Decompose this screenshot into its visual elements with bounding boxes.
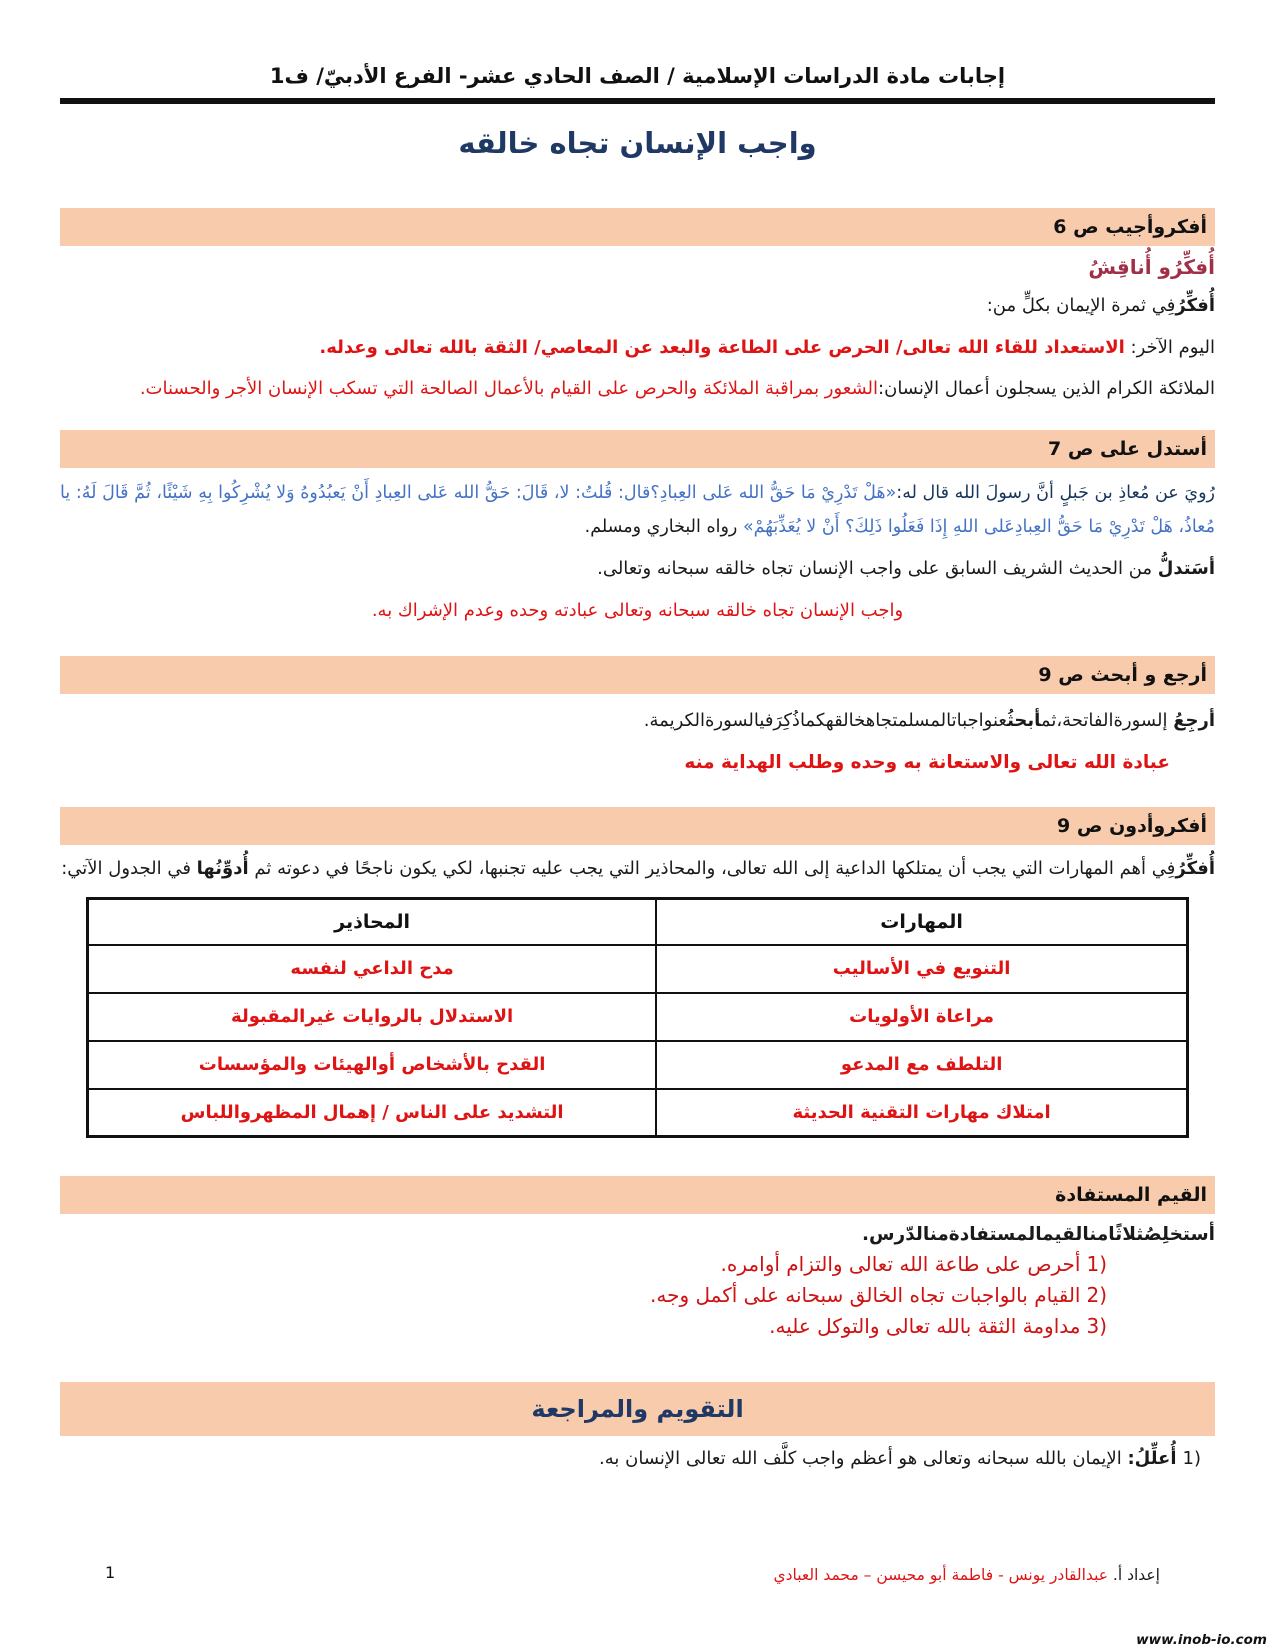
hazard-cell: التشديد على الناس / إهمال المظهرواللباس bbox=[88, 1089, 657, 1137]
item-label: اليوم الآخر: bbox=[1124, 336, 1215, 358]
question-number: 1) bbox=[1182, 1448, 1201, 1470]
column-header-skills: المهارات bbox=[656, 899, 1187, 945]
section-bar-evaluation bbox=[60, 1382, 1215, 1436]
hazard-cell: الاستدلال بالروايات غيرالمقبولة bbox=[88, 993, 657, 1041]
infer-task bbox=[60, 554, 1215, 584]
table-row bbox=[88, 993, 1188, 1041]
list-item bbox=[60, 1311, 1107, 1342]
table-row bbox=[88, 945, 1188, 993]
infer-answer: واجب الإنسان تجاه خالقه سبحانه وتعالى عبادته وحده وعدم الإشراك به. bbox=[371, 600, 904, 621]
record-task-verb1: أُفكِّرُ bbox=[1175, 857, 1215, 879]
record-task bbox=[60, 854, 1215, 885]
question-verb: أُعلِّلُ: bbox=[1127, 1448, 1177, 1470]
infer-task-verb: أسَتدلُّ bbox=[1157, 558, 1215, 580]
credit-prefix: إعداد أ. bbox=[1108, 1566, 1160, 1584]
section-bar-label: أفكروأجيب ص 6 bbox=[1053, 216, 1207, 238]
item-label: الملائكة الكرام الذين يسجلون أعمال الإنسان: bbox=[878, 378, 1215, 400]
section-bar-research bbox=[60, 656, 1215, 694]
research-task-verb1: أرجِعُ bbox=[1173, 709, 1215, 731]
think-prompt-rest: فِي ثمرة الإيمان بكلٍّ من: bbox=[986, 295, 1176, 316]
section-bar-values bbox=[60, 1176, 1215, 1214]
page-title: واجب الإنسان تجاه خالقه bbox=[458, 126, 817, 160]
think-prompt-verb: أُفكِّرُ bbox=[1175, 295, 1215, 316]
record-task-tail: في الجدول الآتي: bbox=[61, 857, 197, 879]
skill-cell: التلطف مع المدعو bbox=[656, 1041, 1187, 1089]
list-item-text: مداومة الثقة بالله تعالى والتوكل عليه. bbox=[769, 1314, 1081, 1339]
skills-hazards-table bbox=[86, 897, 1189, 1138]
list-item-text: أحرص على طاعة الله تعالى والتزام أوامره. bbox=[720, 1252, 1081, 1277]
list-item-text: القيام بالواجبات تجاه الخالق سبحانه على أكمل وجه. bbox=[650, 1283, 1081, 1308]
research-task-mid: إلسورةالفاتحة،ثم bbox=[1040, 709, 1174, 731]
values-list bbox=[60, 1249, 1215, 1342]
table-row bbox=[88, 1041, 1188, 1089]
hadith-intro: رُويَ عن مُعاذِ بن جَبلٍ أنَّ رسولَ الله قال له: bbox=[896, 483, 1215, 504]
skill-cell: امتلاك مهارات التقنية الحديثة bbox=[656, 1089, 1187, 1137]
question-text: الإيمان بالله سبحانه وتعالى هو أعظم واجب كلَّف الله تعالى الإنسان به. bbox=[599, 1448, 1128, 1470]
infer-task-rest: من الحديث الشريف السابق على واجب الإنسان تجاه خالقه سبحانه وتعالى. bbox=[597, 558, 1158, 580]
evaluation-question bbox=[60, 1448, 1215, 1469]
values-task: أستخلِصُثلاثًامنالقيمالمستفادةمنالدّرس. bbox=[862, 1224, 1215, 1246]
page-number: 1 bbox=[105, 1563, 116, 1582]
research-answer: عبادة الله تعالى والاستعانة به وحده وطلب الهداية منه bbox=[684, 752, 1170, 774]
table-header-row bbox=[88, 899, 1188, 945]
item-answer: الشعور بمراقبة الملائكة والحرص على القيام بالأعمال الصالحة التي تسكب الإنسان الأجر والحسنات. bbox=[139, 378, 879, 400]
hazard-cell: مدح الداعي لنفسه bbox=[88, 945, 657, 993]
section-bar-label: أفكروأدون ص 9 bbox=[1057, 814, 1207, 837]
record-task-verb2: أُدوِّنُها bbox=[196, 857, 249, 879]
list-item bbox=[60, 1280, 1107, 1311]
section-bar-infer bbox=[60, 430, 1215, 468]
section-bar-label: أرجع و أبحث ص 9 bbox=[1038, 663, 1207, 686]
section-bar-label: أستدل على ص 7 bbox=[1047, 438, 1207, 461]
page-content bbox=[60, 0, 1215, 1469]
section-bar-think-answer bbox=[60, 208, 1215, 246]
think-discuss-heading: أُفكِّرُو أُناقِشُ bbox=[1088, 255, 1215, 279]
list-item-number: 3) bbox=[1086, 1314, 1107, 1339]
item-answer: الاستعداد للقاء الله تعالى/ الحرص على الطاعة والبعد عن المعاصي/ الثقة بالله تعالى وعدله. bbox=[319, 336, 1125, 358]
record-task-mid: فِي أهم المهارات التي يجب أن يمتلكها الداعية إلى الله تعالى، والمحاذير التي يجب عليه تجنبها، لكي يكون ناجحًا في دعوته ثم bbox=[248, 857, 1176, 879]
hadith-paragraph bbox=[60, 476, 1215, 544]
list-item-number: 2) bbox=[1086, 1283, 1107, 1308]
column-header-hazards: المحاذير bbox=[88, 899, 657, 945]
skill-cell: التنويع في الأساليب bbox=[656, 945, 1187, 993]
research-task-rest: عنواجباتالمسلمتجاهخالقهكماذُكِرَفيالسورةالكريمة. bbox=[643, 709, 1008, 731]
skill-cell: مراعاة الأولويات bbox=[656, 993, 1187, 1041]
research-task bbox=[60, 706, 1215, 736]
preparers-credit bbox=[773, 1566, 1160, 1584]
research-task-verb2: أبحثُ bbox=[1007, 709, 1041, 731]
answer-item-angels bbox=[60, 374, 1215, 404]
answer-item-afterlife bbox=[60, 333, 1215, 363]
table-row bbox=[88, 1089, 1188, 1137]
document-header: إجابات مادة الدراسات الإسلامية / الصف الحادي عشر- الفرع الأدبيّ/ ف1 bbox=[269, 64, 1006, 88]
think-prompt bbox=[60, 291, 1215, 321]
hazard-cell: القدح بالأشخاص أوالهيئات والمؤسسات bbox=[88, 1041, 657, 1089]
evaluation-title: التقويم والمراجعة bbox=[531, 1395, 744, 1424]
hadith-quote: «هَلْ تَدْرِيْ مَا حَقُّ الله عَلى العِبادِ؟قال: قُلتُ: لا، قَالَ: حَقُّ الله عَلى العِبادِ أَنْ يَعبُدُوهُ وَلا يُشْرِكُوا بِهِ شَيْئًا، ثُمَّ قَالَ لَهُ: يا مُعاذُ، هَلْ تَدْرِيْ مَا حَقُّ العِبادِعَلى اللهِ إِذَا فَعَلُوا ذَلِكَ؟ أَنْ لا يُعَذِّبَهُمْ» bbox=[60, 483, 1215, 538]
list-item-number: 1) bbox=[1086, 1252, 1107, 1277]
list-item bbox=[60, 1249, 1107, 1280]
credit-names: عبدالقادر يونس - فاطمة أبو محيسن – محمد العبادي bbox=[773, 1566, 1108, 1584]
section-bar-record bbox=[60, 807, 1215, 845]
section-bar-label: القيم المستفادة bbox=[1055, 1184, 1207, 1207]
hadith-source: رواه البخاري ومسلم. bbox=[584, 517, 743, 538]
watermark-url: www.inob-io.com bbox=[1136, 1632, 1267, 1648]
header-divider bbox=[60, 98, 1215, 104]
